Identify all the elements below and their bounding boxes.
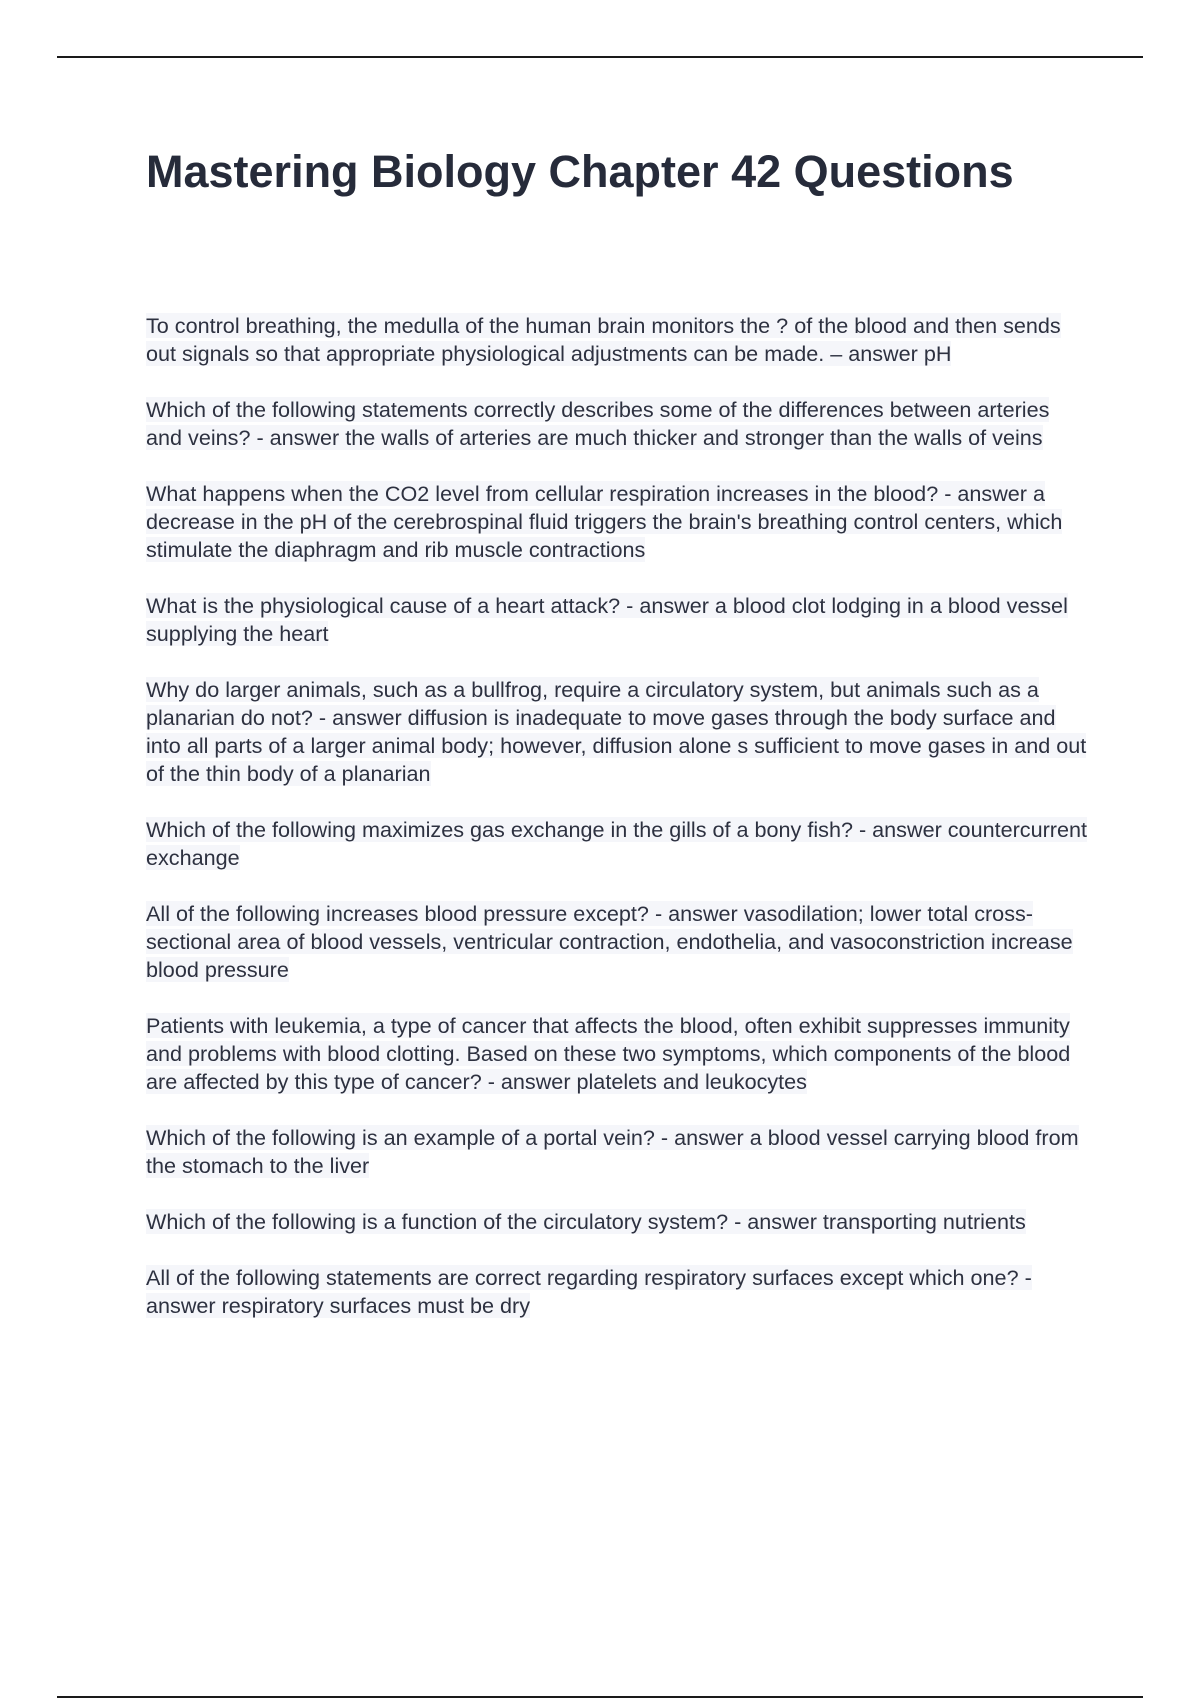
bottom-rule: [57, 1696, 1143, 1698]
question-item-7: [146, 900, 1090, 984]
top-rule: [57, 56, 1143, 58]
question-item-10: [146, 1208, 1090, 1236]
question-text: Which of the following maximizes gas exchange in the gills of a bony fish? - answer countercurrent exchange: [146, 817, 1087, 870]
question-text: Which of the following is an example of a portal vein? - answer a blood vessel carrying blood from the stomach to the liver: [146, 1125, 1079, 1178]
question-item-1: [146, 312, 1090, 368]
question-text: Patients with leukemia, a type of cancer that affects the blood, often exhibit suppresses immunity and problems with blood clotting. Based on these two symptoms, which components of the blood are affected by this type of cancer? - answer platelets and leukocytes: [146, 1013, 1071, 1094]
question-text: Which of the following is a function of the circulatory system? - answer transporting nutrients: [146, 1209, 1026, 1234]
question-item-5: [146, 676, 1090, 788]
question-item-9: [146, 1124, 1090, 1180]
question-text: What is the physiological cause of a heart attack? - answer a blood clot lodging in a blood vessel supplying the heart: [146, 593, 1068, 646]
question-text: Why do larger animals, such as a bullfrog, require a circulatory system, but animals such as a planarian do not? - answer diffusion is inadequate to move gases through the body surface and into all parts of a larger animal body; however, diffusion alone s sufficient to move gases in and out of the thin body of a planarian: [146, 677, 1087, 786]
question-item-11: [146, 1264, 1090, 1320]
question-item-8: [146, 1012, 1090, 1096]
question-item-4: [146, 592, 1090, 648]
question-text: All of the following statements are correct regarding respiratory surfaces except which one? - answer respiratory surfaces must be dry: [146, 1265, 1032, 1318]
question-text: All of the following increases blood pressure except? - answer vasodilation; lower total cross-sectional area of blood vessels, ventricular contraction, endothelia, and vasoconstriction increase blood pressure: [146, 901, 1073, 982]
question-text: To control breathing, the medulla of the human brain monitors the ? of the blood and then sends out signals so that appropriate physiological adjustments can be made. – answer pH: [146, 313, 1061, 366]
question-list: [146, 312, 1090, 1348]
question-item-3: [146, 480, 1090, 564]
question-item-2: [146, 396, 1090, 452]
question-text: What happens when the CO2 level from cellular respiration increases in the blood? - answer a decrease in the pH of the cerebrospinal fluid triggers the brain's breathing control centers, which stimulate the diaphragm and rib muscle contractions: [146, 481, 1063, 562]
question-item-6: [146, 816, 1090, 872]
question-text: Which of the following statements correctly describes some of the differences between arteries and veins? - answer the walls of arteries are much thicker and stronger than the walls of veins: [146, 397, 1050, 450]
page-title: Mastering Biology Chapter 42 Questions: [146, 146, 1014, 197]
